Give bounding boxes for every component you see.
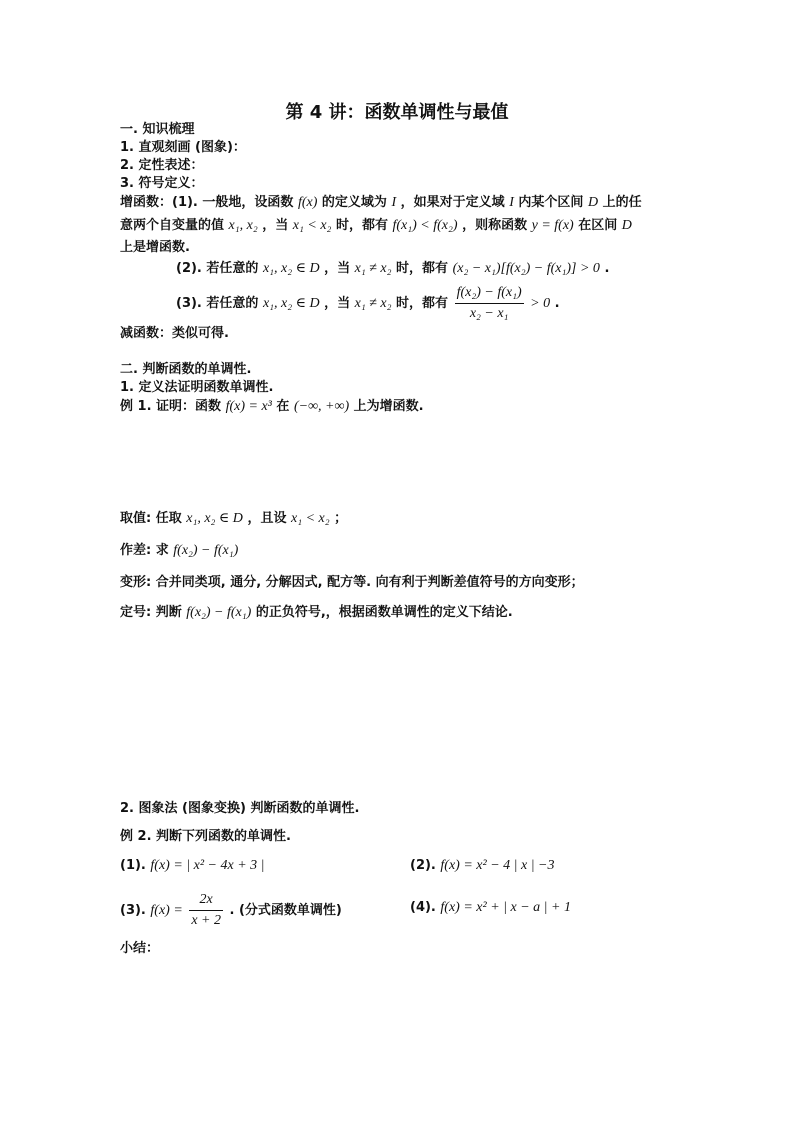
increasing-def-line3: 上是增函数. (120, 240, 190, 255)
text: 的正负符号,，根据函数单调性的定义下结论. (255, 605, 513, 620)
math: x₁ ≠ x₂ (354, 296, 392, 311)
text: (1). (120, 858, 146, 873)
text: ，当 (324, 261, 351, 276)
subheading-definition-method: 1. 定义法证明函数单调性. (120, 380, 274, 395)
text: ，当 (324, 296, 351, 311)
fraction-numerator: 2x (189, 890, 223, 911)
problem-3 (120, 890, 342, 931)
math: D (587, 195, 599, 210)
math: f(x₂) − f(x₁) (186, 605, 252, 620)
text: (3). (120, 903, 146, 918)
math: y = f(x) (531, 218, 574, 233)
fraction-denominator: x + 2 (191, 913, 221, 928)
text: (3). 若任意的 (176, 296, 259, 311)
text: 上为增函数. (353, 399, 424, 414)
problem-2 (410, 857, 555, 875)
math: x₁ < x₂ (292, 218, 332, 233)
item-symbolic: 3. 符号定义： (120, 176, 204, 191)
math: I (509, 195, 514, 210)
math: x₁ < x₂ (290, 511, 330, 526)
text: ，则称函数 (462, 218, 528, 233)
condition-3 (176, 283, 560, 324)
text: (2). 若任意的 (176, 261, 259, 276)
text: 时，都有 (335, 218, 388, 233)
subheading-graph-method: 2. 图象法 (图象变换) 判断函数的单调性. (120, 801, 360, 816)
page-title: 第 4 讲：函数单调性与最值 (285, 102, 509, 123)
text: 意两个自变量的值 (120, 218, 225, 233)
fraction-numerator: f(x₂) − f(x₁) (455, 283, 524, 304)
condition-2 (176, 260, 609, 278)
math: x₁, x₂ ∈ D (262, 261, 320, 276)
math: I (391, 195, 397, 210)
math: (−∞, +∞) (293, 399, 350, 414)
section-heading-knowledge: 一. 知识梳理 (120, 122, 195, 137)
problem-1 (120, 857, 265, 875)
math: f(x) = x³ (225, 399, 272, 414)
math: x₁, x₂ ∈ D (186, 511, 243, 526)
math: f(x) = x² − 4 | x | −3 (440, 858, 555, 873)
difference-quotient (455, 283, 524, 324)
math: f(x₁) < f(x₂) (392, 218, 458, 233)
increasing-def-line1 (120, 194, 642, 212)
text: (4). (410, 900, 436, 915)
decreasing-def: 减函数：类似可得. (120, 326, 229, 341)
text: ，当 (262, 218, 289, 233)
item-intuitive: 1. 直观刻画 (图象)： (120, 140, 246, 155)
text: 例 1. 证明：函数 (120, 399, 222, 414)
example-2: 例 2. 判断下列函数的单调性. (120, 829, 291, 844)
math: f(x) = x² + | x − a | + 1 (440, 900, 571, 915)
section-heading-monotonicity: 二. 判断函数的单调性. (120, 362, 252, 377)
fraction-denominator: x₂ − x₁ (469, 306, 509, 321)
text: ，如果对于定义域 (400, 195, 505, 210)
text: 作差: 求 (120, 543, 169, 558)
math: f(x) = | x² − 4x + 3 | (150, 858, 265, 873)
text: . (604, 261, 610, 276)
text: 时，都有 (396, 296, 449, 311)
text: ，且设 (247, 511, 287, 526)
text: 在 (276, 399, 290, 414)
math: > 0 (530, 296, 551, 311)
math: f(x) = (150, 903, 183, 918)
math: x₁, x₂ ∈ D (262, 296, 320, 311)
text: . (554, 296, 560, 311)
text: 定号: 判断 (120, 605, 182, 620)
text: . (分式函数单调性) (229, 903, 342, 918)
step-transform: 变形: 合并同类项, 通分, 分解因式, 配方等. 向有利于判断差值符号的方向变形； (120, 575, 584, 590)
math: D (621, 218, 632, 233)
text: (2). (410, 858, 436, 873)
math: f(x) (297, 195, 318, 210)
step-determine-sign (120, 604, 513, 622)
problem-4 (410, 899, 571, 917)
example-1 (120, 398, 424, 416)
summary-label: 小结： (120, 941, 160, 956)
math: (x₂ − x₁)[f(x₂) − f(x₁)] > 0 (452, 261, 600, 276)
text: 上的任 (602, 195, 642, 210)
math: f(x₂) − f(x₁) (173, 543, 239, 558)
text: ； (334, 511, 348, 526)
text: 的定义域为 (321, 195, 387, 210)
fraction (189, 890, 223, 931)
math: x₁, x₂ (228, 218, 258, 233)
item-qualitative: 2. 定性表述： (120, 158, 204, 173)
text: 取值: 任取 (120, 511, 182, 526)
step-take-values (120, 510, 347, 528)
increasing-def-line2 (120, 217, 632, 235)
text: 时，都有 (396, 261, 449, 276)
math: x₁ ≠ x₂ (354, 261, 392, 276)
text: 在区间 (578, 218, 618, 233)
text: 增函数：(1). 一般地，设函数 (120, 195, 294, 210)
step-difference (120, 542, 238, 560)
text: 内某个区间 (518, 195, 584, 210)
